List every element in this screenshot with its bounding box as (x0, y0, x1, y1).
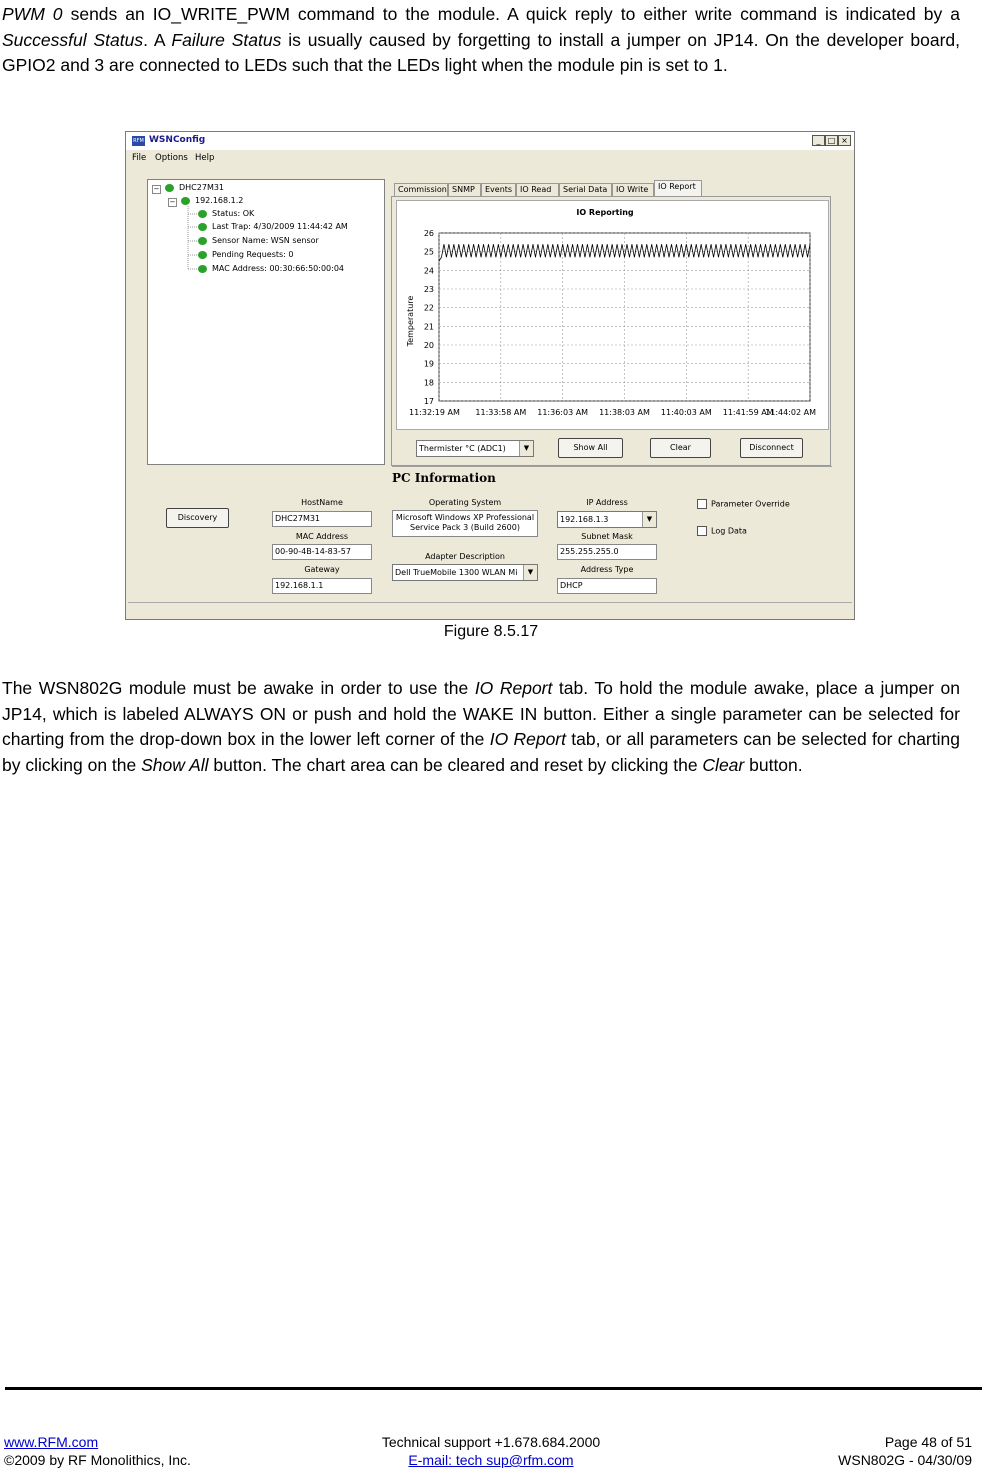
y-tick-label: 22 (423, 303, 434, 313)
tab-events[interactable]: Events (481, 183, 516, 196)
collapse-child-icon[interactable]: − (169, 198, 176, 206)
dropdown-arrow-icon[interactable]: ▼ (519, 441, 533, 456)
menu-file[interactable]: File (132, 153, 147, 163)
tree-item-status[interactable] (198, 209, 254, 218)
p2-run-6: button. The chart area can be cleared and reset by clicking the (208, 754, 703, 775)
intro-paragraph (2, 2, 960, 79)
tab-commission[interactable]: Commission (394, 183, 448, 196)
log-data-checkbox[interactable] (697, 526, 747, 536)
ip-address-label: IP Address (586, 498, 628, 507)
subnet-mask-label: Subnet Mask (581, 532, 633, 541)
status-dot-icon (198, 237, 207, 245)
menu-help[interactable]: Help (195, 153, 215, 163)
p2-run-2: tab. To hold the module awake, place a jumper on JP14, which is labeled ALWAYS ON or push and hold the WAKE IN button. Either a single parameter can be selected for charting from the drop-down box in the lower left corner of the (2, 678, 960, 749)
status-dot-icon (198, 210, 207, 218)
show-all-button[interactable]: Show All (558, 438, 623, 458)
tab-io-read[interactable]: IO Read (516, 183, 559, 196)
os-line-2: Service Pack 3 (Build 2600) (410, 523, 520, 532)
minimize-button[interactable]: _ (812, 135, 825, 146)
y-tick-label: 20 (423, 341, 434, 350)
subnet-mask-field[interactable]: 255.255.255.0 (557, 544, 657, 560)
address-type-label: Address Type (580, 565, 634, 574)
tab-serial-data[interactable]: Serial Data (559, 183, 612, 196)
p1-run-0: PWM 0 (2, 4, 63, 24)
x-tick-label: 11:40:03 AM (660, 408, 712, 417)
ip-address-select[interactable] (557, 511, 657, 528)
tree-item-label: MAC Address: 00:30:66:50:00:04 (212, 264, 345, 273)
window-title: WSNConfig (149, 135, 206, 145)
checkbox-box[interactable] (697, 526, 707, 536)
ip-address-value: 192.168.1.3 (560, 515, 609, 524)
y-tick-label: 25 (423, 247, 434, 257)
tab-snmp[interactable]: SNMP (448, 183, 481, 196)
tree-item-last-trap[interactable] (198, 222, 348, 231)
adapter-label: Adapter Description (425, 552, 505, 561)
document-id: WSN802G - 04/30/09 (838, 1452, 972, 1468)
status-dot-icon (198, 265, 207, 273)
x-tick-label: 11:33:58 AM (475, 408, 527, 417)
tree-item-label: Status: OK (212, 209, 255, 218)
menu-bar (126, 150, 854, 166)
pc-info-separator (392, 466, 832, 467)
disconnect-button[interactable]: Disconnect (740, 438, 803, 458)
tree-item-label: Pending Requests: 0 (212, 250, 294, 259)
sensor-select-value: Thermister °C (ADC1) (419, 444, 506, 453)
io-report-paragraph (2, 676, 960, 778)
device-tree[interactable] (147, 179, 385, 465)
tab-io-report[interactable]: IO Report (654, 180, 702, 196)
chart-svg (397, 201, 828, 429)
support-phone: Technical support +1.678.684.2000 (381, 1434, 601, 1450)
page-number: Page 48 of 51 (884, 1434, 972, 1450)
y-tick-label: 17 (423, 397, 434, 406)
hostname-label: HostName (301, 498, 343, 507)
mac-address-field[interactable]: 00-90-4B-14-83-57 (272, 544, 372, 560)
app-icon: RFM (133, 138, 144, 144)
copyright: ©2009 by RF Monolithics, Inc. (4, 1452, 191, 1468)
p2-run-7: Clear (702, 754, 745, 775)
p1-run-2: Successful Status (2, 29, 144, 50)
sensor-select[interactable] (416, 440, 534, 457)
y-tick-label: 26 (423, 229, 434, 238)
os-line-1: Microsoft Windows XP Professional (395, 513, 535, 522)
email-row (0, 1451, 982, 1469)
y-tick-label: 23 (423, 285, 434, 294)
adapter-select[interactable] (392, 564, 538, 581)
p2-run-3: IO Report (489, 729, 566, 749)
figure-caption: Figure 8.5.17 (443, 623, 539, 640)
tree-item-pending[interactable] (198, 250, 294, 259)
chart-title: IO Reporting (576, 208, 634, 217)
y-tick-label: 24 (423, 266, 434, 276)
title-bar (126, 132, 854, 150)
menu-options[interactable]: Options (155, 153, 188, 163)
x-tick-label: 11:41:59 AM (722, 408, 774, 417)
collapse-root-icon[interactable]: − (153, 185, 160, 193)
footer-rule (5, 1387, 982, 1390)
checkbox-label: Log Data (711, 526, 747, 536)
clear-button[interactable]: Clear (650, 438, 711, 458)
parameter-override-checkbox[interactable] (697, 499, 790, 509)
p2-run-1: IO Report (474, 678, 553, 698)
p1-run-1: sends an IO_WRITE_PWM command to the module. A quick reply to either write command is indicated by a (62, 4, 960, 24)
dropdown-arrow-icon[interactable]: ▼ (642, 512, 656, 527)
tree-item-sensor-name[interactable] (198, 236, 319, 245)
y-axis-label: Temperature (406, 295, 415, 347)
gateway-label: Gateway (304, 565, 340, 574)
tree-item-label: Sensor Name: WSN sensor (212, 236, 319, 245)
tree-item-mac[interactable] (198, 264, 344, 273)
os-label: Operating System (428, 498, 502, 507)
x-tick-label: 11:36:03 AM (537, 408, 589, 417)
website-link[interactable]: www.RFM.com (4, 1434, 99, 1450)
x-tick-label: 11:38:03 AM (599, 408, 650, 417)
address-type-field[interactable]: DHCP (557, 578, 657, 594)
x-tick-label: 11:32:19 AM (409, 408, 460, 417)
pc-info-title: PC Information (392, 471, 496, 485)
os-field[interactable] (392, 510, 538, 537)
mac-address-label: MAC Address (295, 532, 349, 541)
p2-run-5: Show All (141, 754, 209, 775)
y-tick-label: 18 (423, 378, 434, 388)
hostname-field[interactable]: DHC27M31 (272, 511, 372, 527)
p2-run-0: The WSN802G module must be awake in order to use the (2, 678, 475, 698)
checkbox-box[interactable] (697, 499, 707, 509)
maximize-button[interactable]: □ (825, 135, 838, 146)
gateway-field[interactable]: 192.168.1.1 (272, 578, 372, 594)
p2-run-4: tab, or all parameters can be selected for charting by clicking on the (2, 729, 960, 775)
x-tick-label: 11:44:02 AM (765, 408, 816, 417)
discovery-button[interactable]: Discovery (166, 508, 229, 528)
io-report-chart (396, 200, 829, 430)
adapter-select-value: Dell TrueMobile 1300 WLAN Mi (395, 568, 518, 577)
close-button[interactable]: × (838, 135, 851, 146)
tree-item-label: Last Trap: 4/30/2009 11:44:42 AM (212, 222, 348, 231)
tab-io-write[interactable]: IO Write (612, 183, 654, 196)
checkbox-label: Parameter Override (711, 499, 790, 509)
tree-node-root-label: DHC27M31 (179, 183, 225, 192)
tree-node-ip-label: 192.168.1.2 (195, 196, 244, 205)
p1-run-3: . A (143, 29, 172, 50)
status-dot-icon (198, 251, 207, 259)
p1-run-5: is usually caused by forgetting to install a jumper on JP14. On the developer board, GPIO2 and 3 are connected to LEDs such that the LEDs light when the module pin is set to 1. (2, 29, 960, 75)
status-dot-icon (198, 223, 207, 231)
email-link[interactable]: E-mail: tech sup@rfm.com (408, 1452, 574, 1468)
y-tick-label: 21 (423, 322, 434, 332)
dropdown-arrow-icon[interactable]: ▼ (523, 565, 537, 580)
y-tick-label: 19 (423, 359, 434, 369)
wsnconfig-window (125, 131, 855, 620)
status-bar (128, 602, 852, 617)
p1-run-4: Failure Status (171, 29, 282, 50)
p2-run-8: button. (744, 754, 803, 775)
